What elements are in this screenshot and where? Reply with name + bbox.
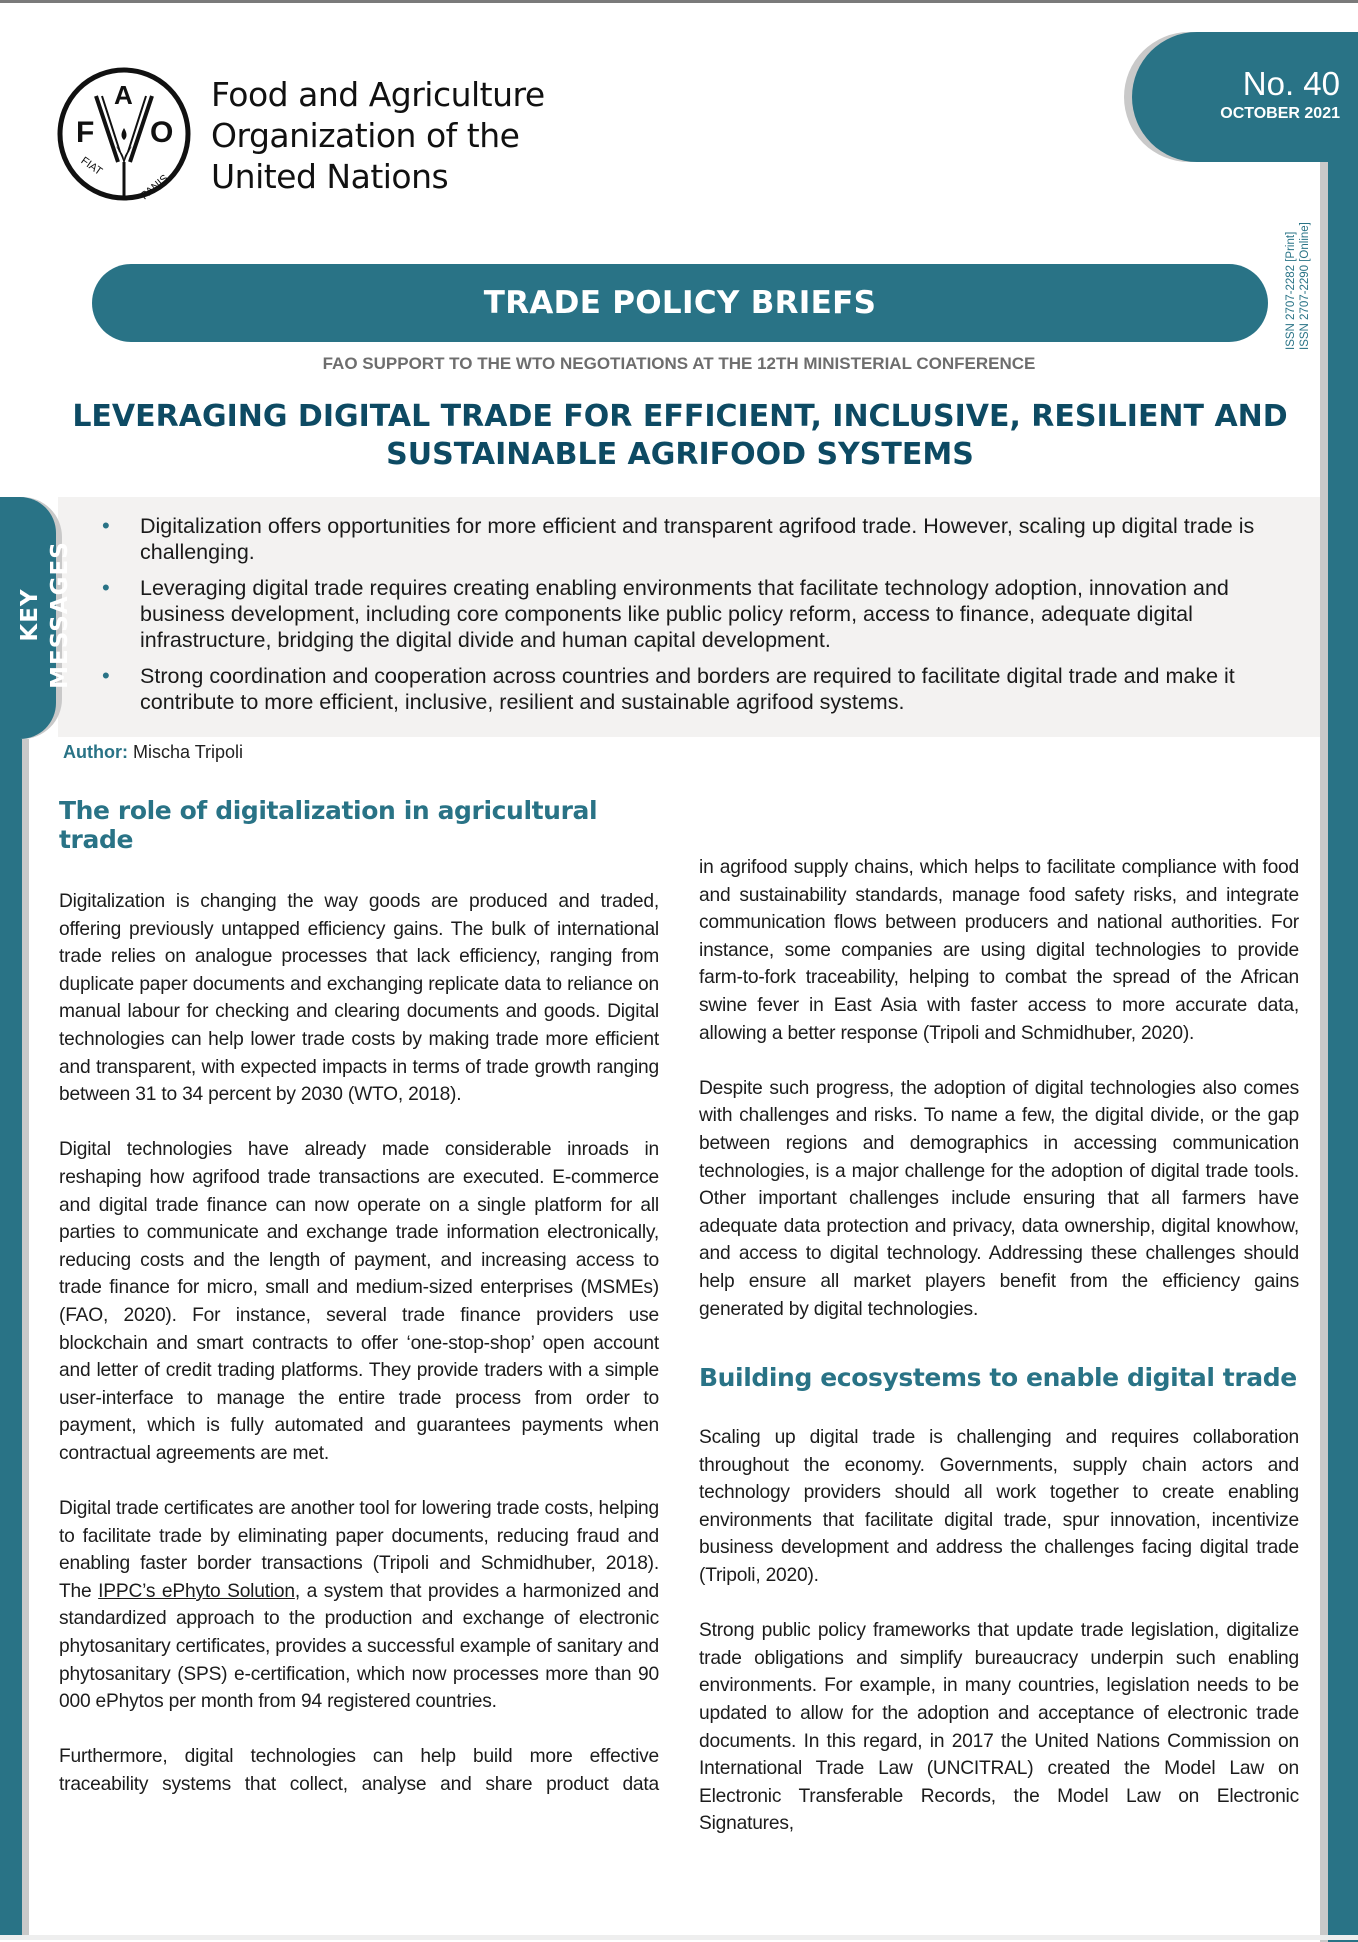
paragraph: Furthermore, digital technologies can help build more effective traceability systems that collect, analyse and share product data (59, 1746, 659, 1795)
issn-online: ISSN 2707-2290 [Online] (1299, 222, 1311, 350)
key-message-text: Strong coordination and cooperation across countries and borders are required to facilitate digital trade and make it contribute to more efficient, inclusive, resilient and sustainable agrifood systems. (140, 664, 1235, 714)
key-message-text: Digitalization offers opportunities for more efficient and transparent agrifood trade. However, scaling up digital trade is challenging. (140, 514, 1255, 564)
org-name-line: Organization of the (211, 116, 520, 155)
issue-tab (1132, 32, 1358, 162)
paragraph: Despite such progress, the adoption of digital technologies also comes with challenges and risks. To name a few, the digital divide, or the gap between regions and demographics in accessing communication technologies, is a major challenge for the adoption of digital trade tools. Other important challenges include ensuring that all farmers have adequate data protection and privacy, data ownership, digital knowhow, and access to digital technology. Addressing these challenges should help ensure all market players benefit from the efficiency gains generated by digital technologies. (699, 1077, 1299, 1320)
logo-motto-fiat: FIAT (78, 154, 105, 178)
paragraph-text: Digital trade certificates are another tool for lowering trade costs, helping to facilitate trade by eliminating paper documents, reducing fraud and enabling faster border transactions (Tripoli and Schmidhuber, 2018). The (59, 1498, 659, 1602)
author-name: Mischa Tripoli (133, 742, 244, 762)
paragraph: Digital technologies have already made considerable inroads in reshaping how agrifood trade transactions are executed. E-commerce and digital trade finance can now operate on a single platform for all parties to communicate and exchange trade information electronically, reducing costs and the length of payment, and increasing access to trade finance for micro, small and medium-sized enterprises (MSMEs) (FAO, 2020). For instance, several trade finance providers use blockchain and smart contracts to offer ‘one-stop-shop’ open account and letter of credit trading platforms. They provide traders with a simple user-interface to manage the entire trade process from order to payment, which is fully automated and guarantees payments when contractual agreements are met. (59, 1139, 659, 1464)
section-heading-ecosystems: Building ecosystems to enable digital trade (699, 1363, 1297, 1393)
paragraph: Scaling up digital trade is challenging and requires collaboration throughout the economy. Governments, supply chain actors and technology providers should all work together to create enabling environments that facilitate digital trade, spur innovation, incentivize business development and address the challenges facing digital trade (Tripoli, 2020). (699, 1427, 1299, 1587)
key-message-item (100, 575, 1290, 653)
paragraph: Digitalization is changing the way goods are produced and traded, offering previously untapped efficiency gains. The bulk of international trade relies on analogue processes that lack efficiency, ranging from duplicate paper documents and exchanging replicate data to reliance on manual labour for checking and clearing documents and goods. Digital technologies can help lower trade costs by making trade more efficient and transparent, with expected impacts in terms of trade growth ranging between 31 to 34 percent by 2030 (WTO, 2018). (59, 891, 659, 1106)
logo-letter-f: F (76, 116, 95, 149)
subtitle: FAO SUPPORT TO THE WTO NEGOTIATIONS AT THE 12TH MINISTERIAL CONFERENCE (322, 354, 1036, 373)
logo-letter-a: A (114, 80, 133, 110)
author-label: Author: (63, 742, 128, 762)
key-message-item (100, 663, 1290, 715)
key-messages-label: KEY MESSAGES (17, 541, 73, 689)
right-stripe (1328, 162, 1358, 1942)
logo-letter-o: O (150, 116, 174, 149)
organization-name (211, 74, 545, 197)
author-line (63, 742, 243, 763)
bullet-icon: • (102, 575, 110, 600)
logo-motto-panis: PANIS (138, 172, 171, 202)
left-stripe-shadow (22, 739, 29, 1940)
top-border (0, 0, 1358, 3)
issue-number: No. 40 (1242, 65, 1340, 102)
series-banner (92, 264, 1268, 342)
issn-print: ISSN 2707-2282 [Print] (1285, 231, 1297, 350)
issue-date: OCTOBER 2021 (1220, 105, 1340, 122)
paragraph: Strong public policy frameworks that update trade legislation, digitalize trade obligations and simplify bureaucracy underpin such enabling environments. For example, in many countries, legislation needs to be updated to allow for the adoption and acceptance of electronic trade documents. In this regard, in 2017 the United Nations Commission on International Trade Law (UNCITRAL) created the Model Law on Electronic Transferable Records, the Model Law on Electronic Signatures, (699, 1620, 1299, 1835)
section-heading-role: The role of digitalization in agricultural trade (59, 796, 598, 854)
page-title (60, 398, 1300, 474)
fao-logo-icon (56, 66, 192, 202)
org-name-line: United Nations (211, 157, 449, 196)
key-messages-list (100, 513, 1290, 725)
title-line: SUSTAINABLE AGRIFOOD SYSTEMS (386, 437, 974, 472)
bottom-border (0, 1935, 1358, 1940)
bullet-icon: • (102, 513, 110, 538)
paragraph: in agrifood supply chains, which helps to facilitate compliance with food and sustainability standards, manage food safety risks, and integrate communication flows between producers and national authorities. For instance, some companies are using digital technologies to provide farm-to-fork traceability, helping to combat the spread of the African swine fever in East Asia with faster access to more accurate data, allowing a better response (Tripoli and Schmidhuber, 2020). (699, 857, 1299, 1044)
paragraph-text: , a system that provides a harmonized and standardized approach to the production and exchange of electronic phytosanitary certificates, provides a successful example of sanitary and phytosanitary (SPS) e-certification, which now processes more than 90 000 ePhytos per month from 94 registered countries. (59, 1580, 659, 1713)
bullet-icon: • (102, 663, 110, 688)
issn-block (1284, 190, 1314, 350)
left-stripe (0, 739, 22, 1940)
title-line: LEVERAGING DIGITAL TRADE FOR EFFICIENT, INCLUSIVE, RESILIENT AND (72, 399, 1288, 434)
org-name-line: Food and Agriculture (211, 75, 545, 114)
ippc-ephyto-link[interactable]: IPPC’s ePhyto Solution (98, 1580, 295, 1602)
left-column (59, 796, 659, 1826)
paragraph (59, 1495, 659, 1716)
right-column (699, 854, 1299, 1866)
key-message-text: Leveraging digital trade requires creating enabling environments that facilitate technology adoption, innovation and business development, including core components like public policy reform, access to finance, adequate digital infrastructure, bridging the digital divide and human capital development. (140, 576, 1229, 652)
key-message-item (100, 513, 1290, 565)
series-title: TRADE POLICY BRIEFS (483, 285, 877, 321)
